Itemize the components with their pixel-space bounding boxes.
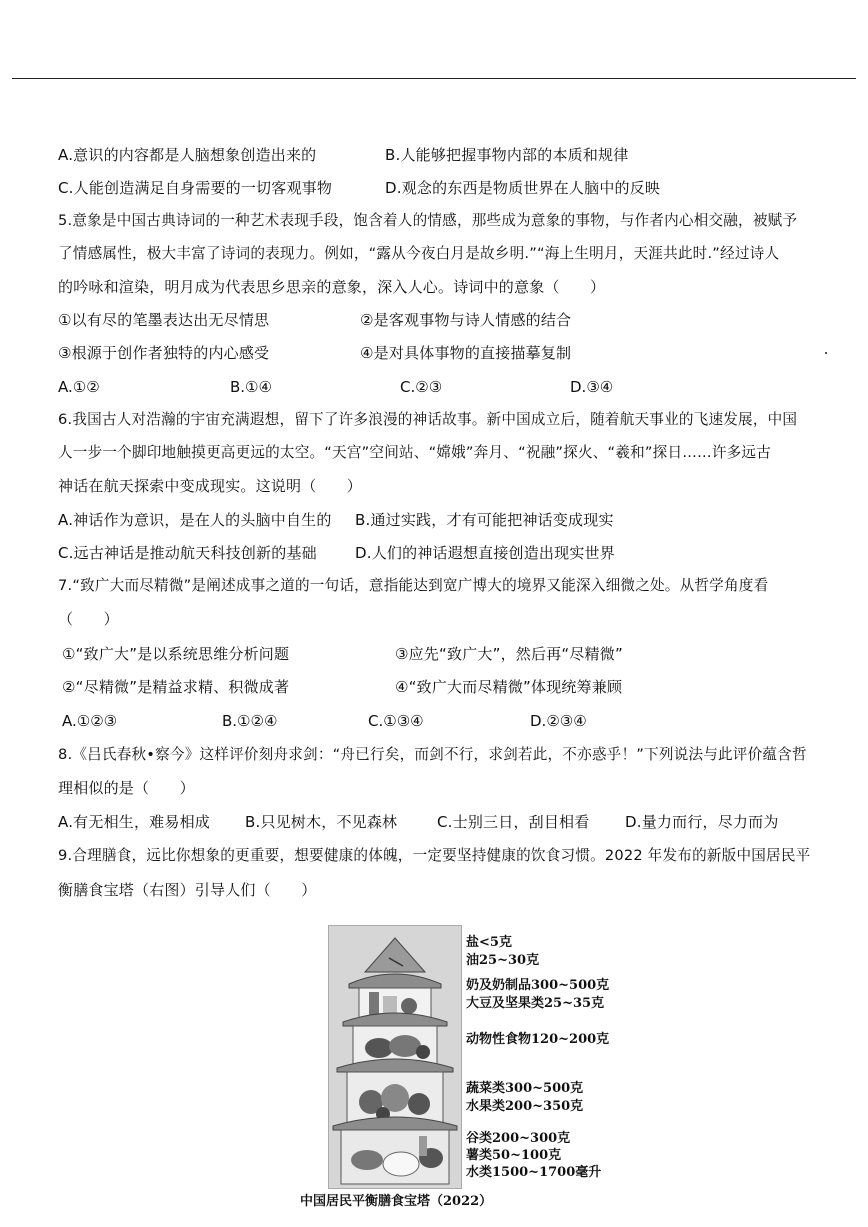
q4-option-a: A.意识的内容都是人脑想象创造出来的	[58, 146, 317, 164]
q9-stem-line-2: 衡膳食宝塔（右图）引导人们（ ）	[58, 881, 317, 899]
q8-stem-line-2: 理相似的是（ ）	[58, 779, 195, 797]
q7-stem-line-2: （ ）	[58, 610, 119, 628]
q8-option-c: C.士别三日，刮目相看	[437, 813, 590, 831]
q7-statement-3: ③应先“致广大”，然后再“尽精微”	[395, 645, 623, 663]
q5-option-b: B.①④	[230, 378, 272, 396]
q5-stem-line-2: 了情感属性，极大丰富了诗词的表现力。例如，“露从今夜白月是故乡明.”“海上生明月，天涯共此时.”经过诗人	[58, 245, 780, 262]
q6-option-a: A.神话作为意识，是在人的头脑中自生的	[58, 511, 332, 529]
q9-stem-line-1: 9.合理膳食，远比你想象的更重要，想要健康的体魄，一定要坚持健康的饮食习惯。2022 年发布的新版中国居民平	[58, 847, 811, 864]
q6-stem-line-2: 人一步一个脚印地触摸更高更远的太空。“天宫”空间站、“嫦娥”奔月、“祝融”探火、“羲和”探日……许多远古	[58, 444, 772, 461]
q8-option-b: B.只见树木，不见森林	[245, 813, 398, 831]
pagoda-label-vegetables: 蔬菜类300~500克	[466, 1081, 584, 1096]
q4-option-b: B.人能够把握事物内部的本质和规律	[385, 146, 629, 164]
q8-option-a: A.有无相生，难易相成	[58, 813, 210, 831]
pagoda-label-water: 水类1500~1700毫升	[466, 1165, 602, 1180]
q7-statement-2: ②“尽精微”是精益求精、积微成著	[62, 678, 290, 696]
q5-option-c: C.②③	[400, 378, 443, 396]
q7-option-c: C.①③④	[368, 712, 424, 730]
q7-stem-line-1: 7.“致广大而尽精微”是阐述成事之道的一句话，意指能达到宽广博大的境界又能深入细微之处。从哲学角度看	[58, 577, 769, 594]
q5-option-d: D.③④	[570, 378, 614, 396]
pagoda-label-oil: 油25~30克	[466, 953, 540, 968]
q7-option-b: B.①②④	[222, 712, 278, 730]
pagoda-label-tubers: 薯类50~100克	[466, 1148, 562, 1163]
pagoda-label-dairy: 奶及奶制品300~500克	[466, 978, 610, 993]
q8-option-d: D.量力而行，尽力而为	[625, 813, 779, 831]
q8-stem-line-1: 8.《吕氏春秋•察今》这样评价刻舟求剑：“舟已行矣，而剑不行，求剑若此，不亦惑乎！”下列说法与此评价蕴含哲	[58, 746, 807, 763]
figure-caption: 中国居民平衡膳食宝塔（2022）	[300, 1194, 493, 1209]
q5-option-a: A.①②	[58, 378, 100, 396]
q5-stem-line-3: 的吟咏和渲染，明月成为代表思乡思亲的意象，深入人心。诗词中的意象（ ）	[58, 278, 606, 296]
food-pagoda-figure	[328, 925, 462, 1189]
q4-option-c: C.人能创造满足自身需要的一切客观事物	[58, 179, 333, 197]
pagoda-label-animal-food: 动物性食物120~200克	[466, 1032, 610, 1047]
q5-statement-2: ②是客观事物与诗人情感的结合	[360, 311, 572, 329]
q5-statement-1: ①以有尽的笔墨表达出无尽情思	[58, 311, 270, 329]
q7-statement-4: ④“致广大而尽精微”体现统筹兼顾	[395, 678, 623, 696]
q6-option-c: C.远古神话是推动航天科技创新的基础	[58, 544, 317, 562]
pagoda-label-soy-nuts: 大豆及坚果类25~35克	[466, 996, 605, 1011]
header-rule	[12, 78, 856, 79]
q6-option-d: D.人们的神话遐想直接创造出现实世界	[355, 544, 615, 562]
food-pagoda-illustration	[329, 926, 461, 1188]
q7-statement-1: ①“致广大”是以系统思维分析问题	[62, 645, 290, 663]
q4-option-d: D.观念的东西是物质世界在人脑中的反映	[385, 179, 661, 197]
q7-option-d: D.②③④	[530, 712, 587, 730]
pagoda-label-grains: 谷类200~300克	[466, 1131, 571, 1146]
q7-option-a: A.①②③	[62, 712, 118, 730]
q6-stem-line-3: 神话在航天探索中变成现实。这说明（ ）	[58, 477, 363, 495]
q5-stem-line-1: 5.意象是中国古典诗词的一种艺术表现手段，饱含着人的情感，那些成为意象的事物，与作者内心相交融，被赋予	[58, 212, 798, 229]
pagoda-label-fruit: 水果类200~350克	[466, 1099, 584, 1114]
q6-option-b: B.通过实践，才有可能把神话变成现实	[355, 511, 614, 529]
q6-stem-line-1: 6.我国古人对浩瀚的宇宙充满遐想，留下了许多浪漫的神话故事。新中国成立后，随着航天事业的飞速发展，中国	[58, 411, 798, 428]
q5-statement-4: ④是对具体事物的直接描摹复制	[360, 344, 572, 362]
pagoda-label-salt: 盐<5克	[466, 935, 512, 950]
q5-statement-3: ③根源于创作者独特的内心感受	[58, 344, 270, 362]
scan-speck	[825, 352, 827, 354]
